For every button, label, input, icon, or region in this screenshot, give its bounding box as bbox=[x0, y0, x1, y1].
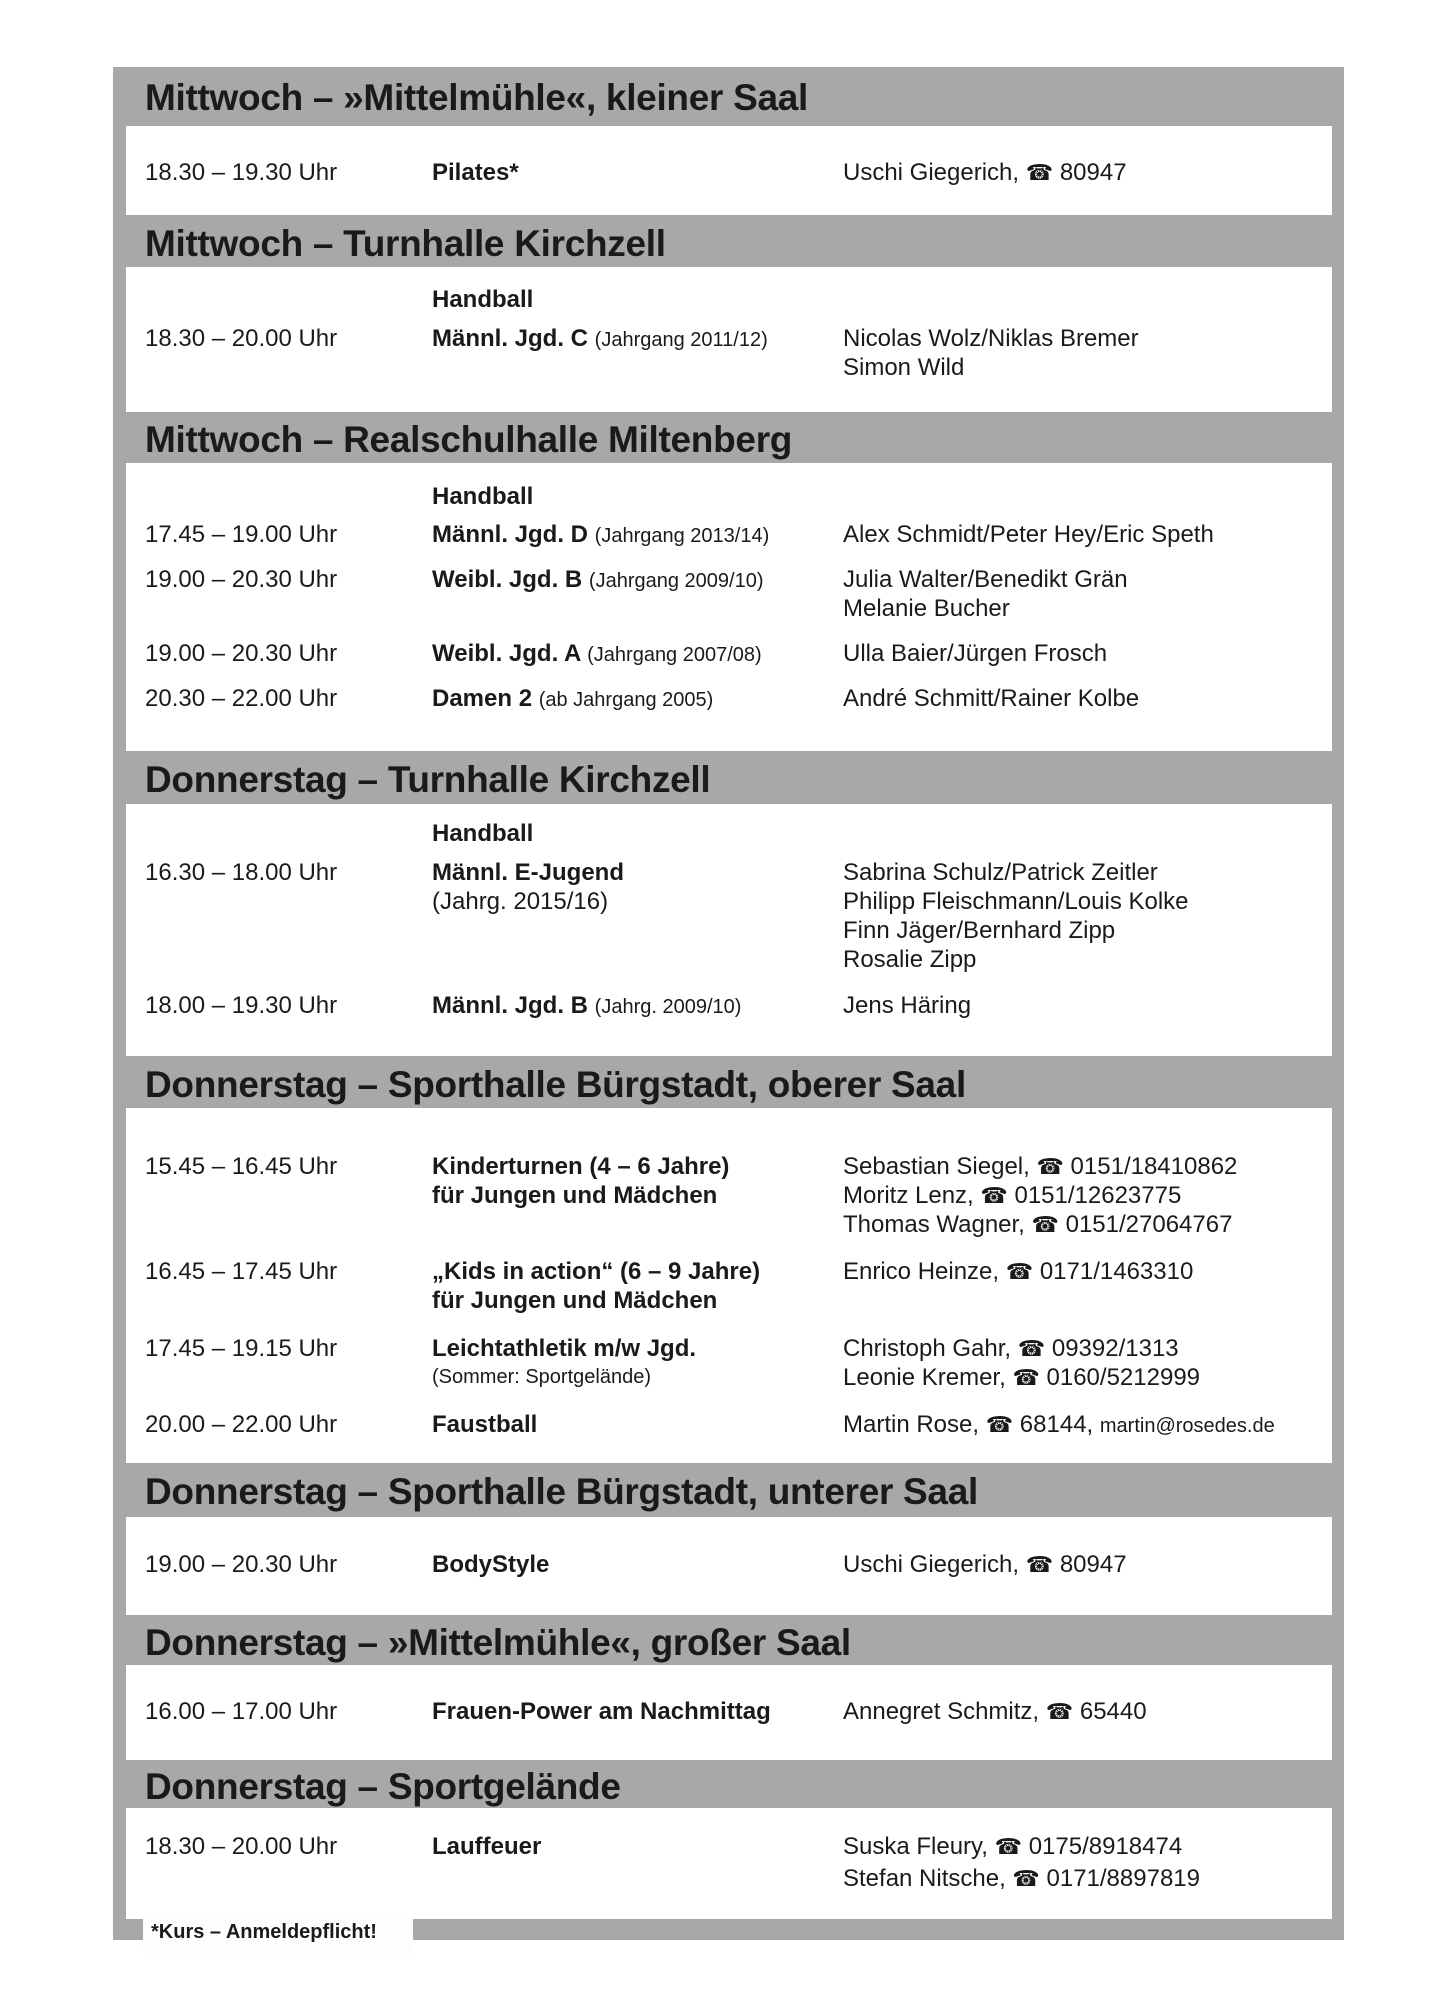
activity: Pilates* bbox=[432, 159, 519, 186]
section-title: Mittwoch – »Mittelmühle«, kleiner Saal bbox=[145, 77, 809, 118]
time: 16.00 – 17.00 Uhr bbox=[145, 1698, 338, 1725]
time: 16.45 – 17.45 Uhr bbox=[145, 1258, 338, 1285]
time: 16.30 – 18.00 Uhr bbox=[145, 859, 338, 886]
sport-label: Handball bbox=[432, 286, 534, 313]
contact bbox=[843, 324, 1139, 382]
activity: Weibl. Jgd. B (Jahrgang 2009/10) bbox=[432, 566, 764, 593]
contact: Annegret Schmitz, ☎ 65440 bbox=[843, 1698, 1147, 1725]
phone-icon: ☎ bbox=[1045, 1699, 1074, 1724]
activity: Weibl. Jgd. A (Jahrgang 2007/08) bbox=[432, 640, 762, 667]
phone-icon: ☎ bbox=[1036, 1154, 1064, 1179]
section-box bbox=[126, 1108, 1332, 1463]
contact: Suska Fleury, ☎ 0175/8918474 Stefan Nitsche, ☎ 0171/8897819 bbox=[843, 1833, 1200, 1892]
contact: Julia Walter/Benedikt Grän Melanie Bucher bbox=[843, 566, 1128, 622]
activity: Männl. E-Jugend (Jahrg. 2015/16) bbox=[432, 859, 624, 915]
contact: André Schmitt/Rainer Kolbe bbox=[843, 685, 1140, 712]
section-box bbox=[126, 267, 1332, 412]
contact bbox=[843, 158, 1127, 187]
activity: Männl. Jgd. D (Jahrgang 2013/14) bbox=[432, 521, 770, 548]
time: 17.45 – 19.00 Uhr bbox=[145, 521, 338, 548]
contact-name: Uschi Giegerich, bbox=[843, 159, 1020, 186]
contact-name: Simon Wild bbox=[843, 354, 965, 381]
section-box bbox=[126, 126, 1332, 215]
time: 18.00 – 19.30 Uhr bbox=[145, 992, 338, 1019]
time: 18.30 – 19.30 Uhr bbox=[145, 159, 338, 186]
phone-number: 80947 bbox=[1059, 159, 1127, 186]
section-title: Mittwoch – Turnhalle Kirchzell bbox=[145, 223, 666, 264]
phone-icon: ☎ bbox=[985, 1412, 1014, 1437]
section-title: Donnerstag – Turnhalle Kirchzell bbox=[145, 759, 711, 800]
contact: Sabrina Schulz/Patrick Zeitler Philipp Fleischmann/Louis Kolke Finn Jäger/Bernhard Zipp Rosalie Zipp bbox=[843, 859, 1189, 973]
activity: Leichtathletik m/w Jgd. (Sommer: Sportgelände) bbox=[432, 1335, 697, 1388]
section-title: Mittwoch – Realschulhalle Miltenberg bbox=[145, 419, 793, 460]
sport-label: Handball bbox=[432, 483, 534, 510]
email-link[interactable]: martin@rosedes.de bbox=[1099, 1415, 1275, 1437]
section-box bbox=[126, 1665, 1332, 1760]
footnote: *Kurs – Anmeldepflicht! bbox=[143, 1917, 413, 1958]
contact: Sebastian Siegel, ☎ 0151/18410862 Moritz Lenz, ☎ 0151/12623775 Thomas Wagner, ☎ 0151/27064767 bbox=[843, 1153, 1238, 1238]
section-title: Donnerstag – »Mittelmühle«, großer Saal bbox=[145, 1622, 851, 1663]
section-title: Donnerstag – Sporthalle Bürgstadt, unterer Saal bbox=[145, 1471, 978, 1512]
section-box bbox=[126, 804, 1332, 1056]
phone-icon: ☎ bbox=[1012, 1365, 1040, 1390]
time: 19.00 – 20.30 Uhr bbox=[145, 1551, 338, 1578]
contact: Christoph Gahr, ☎ 09392/1313 Leonie Kremer, ☎ 0160/5212999 bbox=[843, 1335, 1201, 1391]
time: 20.00 – 22.00 Uhr bbox=[145, 1411, 338, 1438]
time: 20.30 – 22.00 Uhr bbox=[145, 685, 338, 712]
time: 18.30 – 20.00 Uhr bbox=[145, 1833, 338, 1860]
time: 15.45 – 16.45 Uhr bbox=[145, 1153, 338, 1180]
activity: Kinderturnen (4 – 6 Jahre) für Jungen und Mädchen bbox=[432, 1153, 730, 1209]
contact: Uschi Giegerich, ☎ 80947 bbox=[843, 1551, 1127, 1578]
contact-name: Nicolas Wolz/Niklas Bremer bbox=[843, 325, 1139, 352]
activity: Damen 2 (ab Jahrgang 2005) bbox=[432, 685, 714, 712]
contact: Ulla Baier/Jürgen Frosch bbox=[843, 640, 1108, 667]
section-box bbox=[126, 463, 1332, 751]
activity: Lauffeuer bbox=[432, 1833, 542, 1860]
activity: Faustball bbox=[432, 1411, 538, 1438]
contact: Enrico Heinze, ☎ 0171/1463310 bbox=[843, 1258, 1194, 1285]
time: 19.00 – 20.30 Uhr bbox=[145, 640, 338, 667]
activity: BodyStyle bbox=[432, 1551, 550, 1578]
contact: Jens Häring bbox=[843, 992, 972, 1019]
phone-icon: ☎ bbox=[1031, 1212, 1059, 1237]
activity: Männl. Jgd. C (Jahrgang 2011/12) bbox=[432, 325, 768, 352]
time: 18.30 – 20.00 Uhr bbox=[145, 325, 338, 352]
time: 19.00 – 20.30 Uhr bbox=[145, 566, 338, 593]
section-title: Donnerstag – Sportgelände bbox=[145, 1766, 621, 1807]
sport-label: Handball bbox=[432, 820, 534, 847]
phone-icon: ☎ bbox=[1012, 1866, 1040, 1891]
section-box bbox=[126, 1517, 1332, 1615]
activity: Frauen-Power am Nachmittag bbox=[432, 1698, 771, 1725]
activity: Männl. Jgd. B (Jahrg. 2009/10) bbox=[432, 992, 742, 1019]
phone-icon: ☎ bbox=[994, 1834, 1023, 1859]
phone-icon: ☎ bbox=[1025, 160, 1054, 185]
phone-icon: ☎ bbox=[1005, 1259, 1034, 1284]
phone-icon: ☎ bbox=[980, 1183, 1008, 1208]
activity: „Kids in action“ (6 – 9 Jahre) für Jungen und Mädchen bbox=[432, 1258, 761, 1314]
schedule-frame bbox=[113, 67, 1344, 1940]
contact: Martin Rose, ☎ 68144, martin@rosedes.de bbox=[843, 1411, 1275, 1438]
time: 17.45 – 19.15 Uhr bbox=[145, 1335, 338, 1362]
phone-icon: ☎ bbox=[1017, 1336, 1046, 1361]
contact: Alex Schmidt/Peter Hey/Eric Speth bbox=[843, 521, 1214, 548]
section-title: Donnerstag – Sporthalle Bürgstadt, oberer Saal bbox=[145, 1064, 966, 1105]
section-box bbox=[126, 1808, 1332, 1919]
phone-icon: ☎ bbox=[1025, 1552, 1054, 1577]
